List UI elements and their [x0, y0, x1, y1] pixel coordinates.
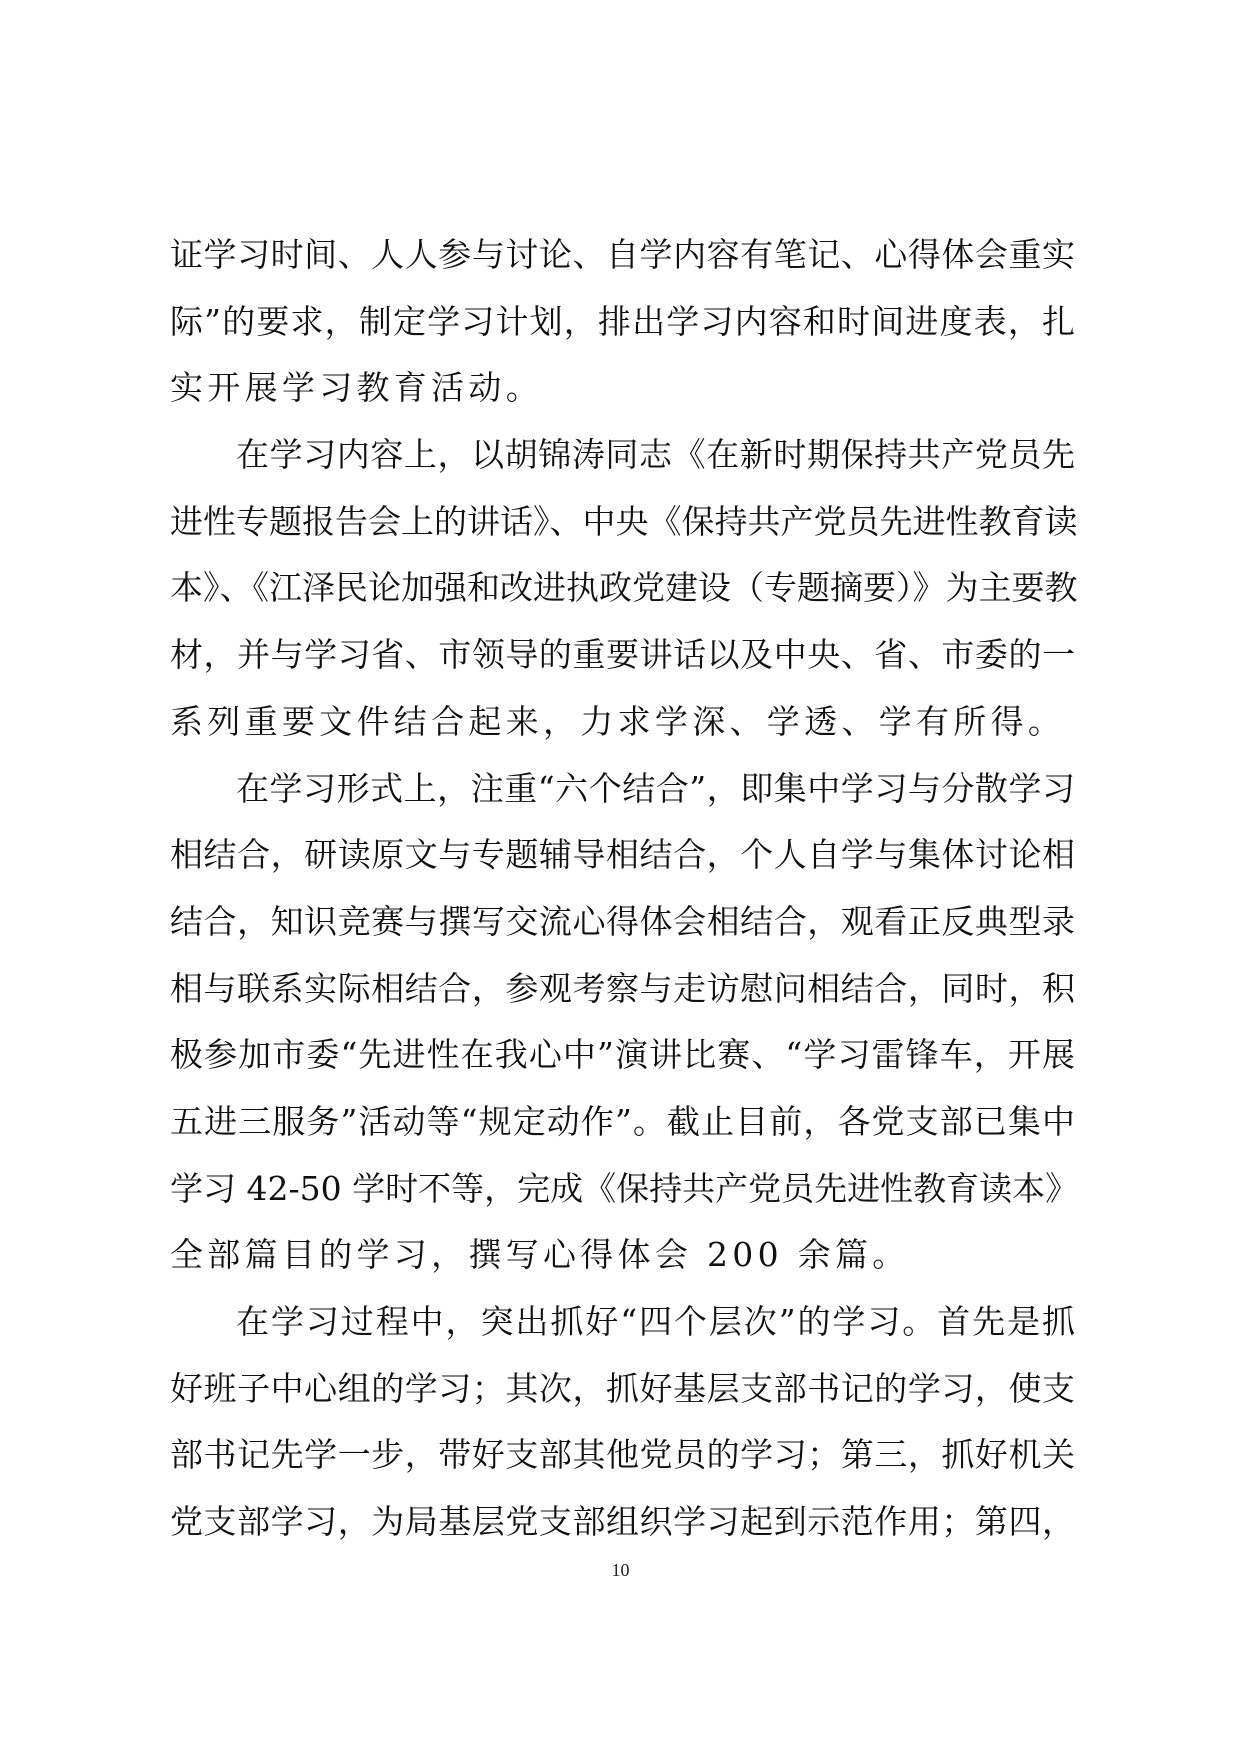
text-line: 相与联系实际相结合，参观考察与走访慰问相结合，同时，积 — [170, 968, 1075, 1008]
paragraph-3 — [170, 756, 1079, 1290]
text-line: 际”的要求，制定学习计划，排出学习内容和时间进度表，扎 — [170, 301, 1075, 341]
paragraph-1 — [170, 222, 1075, 422]
text-line: 好班子中心组的学习；其次，抓好基层支部书记的学习，使支 — [170, 1368, 1075, 1408]
text-line: 在学习过程中，突出抓好“四个层次”的学习。首先是抓 — [236, 1302, 1075, 1341]
text-line: 全部篇目的学习，撰写心得体会 200 余篇。 — [170, 1235, 910, 1275]
text-line: 进性专题报告会上的讲话》、中央《保持共产党员先进性教育读 — [170, 501, 1078, 541]
text-line: 五进三服务”活动等“规定动作”。截止目前，各党支部已集中 — [170, 1101, 1075, 1141]
text-line: 材，并与学习省、市领导的重要讲话以及中央、省、市委的一 — [170, 635, 1075, 675]
text-line: 系列重要文件结合起来，力求学深、学透、学有所得。 — [170, 701, 1066, 741]
text-line: 极参加市委“先进性在我心中”演讲比赛、“学习雷锋车，开展 — [170, 1035, 1075, 1075]
text-line: 部书记先学一步，带好支部其他党员的学习；第三，抓好机关 — [170, 1435, 1075, 1475]
text-line: 结合，知识竞赛与撰写交流心得体会相结合，观看正反典型录 — [170, 901, 1075, 941]
text-line: 本》、《江泽民论加强和改进执政党建设（专题摘要）》为主要教 — [170, 568, 1078, 608]
paragraph-4 — [170, 1289, 1075, 1556]
text-line: 相结合，研读原文与专题辅导相结合，个人自学与集体讨论相 — [170, 835, 1075, 875]
text-line: 在学习形式上，注重“六个结合”，即集中学习与分散学习 — [236, 768, 1075, 808]
text-line: 证学习时间、人人参与讨论、自学内容有笔记、心得体会重实 — [170, 235, 1075, 274]
text-line: 学习 42-50 学时不等，完成《保持共产党员先进性教育读本》 — [170, 1168, 1079, 1208]
text-line: 在学习内容上，以胡锦涛同志《在新时期保持共产党员先 — [236, 435, 1075, 475]
paragraph-2 — [170, 422, 1078, 755]
text-line: 实开展学习教育活动。 — [170, 368, 543, 408]
text-line: 党支部学习，为局基层党支部组织学习起到示范作用；第四， — [170, 1502, 1075, 1542]
document-body — [170, 222, 1079, 1556]
page-number: 10 — [611, 1560, 630, 1580]
